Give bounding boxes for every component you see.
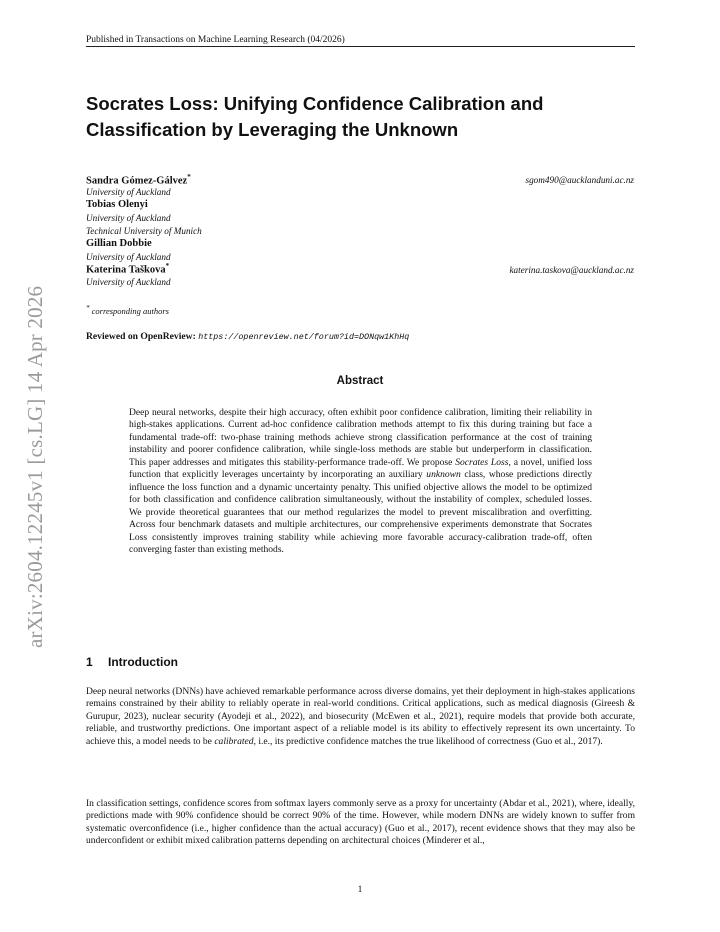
openreview-label: Reviewed on OpenReview:	[86, 331, 196, 342]
author-affiliation: University of Auckland	[86, 277, 171, 287]
body-paragraph: Deep neural networks (DNNs) have achieved remarkable performance across diverse domains, yet their deployment in high-stakes applications remains constrained by their ability to reliably operate in real-world conditions. Critical applications, such as medical diagnosis (Gireesh & Gurupur, 2023), nuclear security (Ayodeji et al., 2022), and biosecurity (McEwen et al., 2021), require models that provide both accurate, reliable, and trustworthy predictions. One important aspect of a reliable model is its ability to effectively represent its own uncertainty. To achieve this, a model needs to be calibrated, i.e., its predictive confidence matches the true likelihood of correctness (Guo et al., 2017).	[86, 686, 635, 747]
arxiv-identifier-stamp[interactable]: arXiv:2604.12245v1 [cs.LG] 14 Apr 2026	[23, 285, 47, 648]
author-email[interactable]: katerina.taskova@auckland.ac.nz	[509, 265, 634, 275]
author-name: Katerina Taškova*	[86, 262, 170, 276]
page-number: 1	[357, 885, 363, 895]
author-affiliation: University of Auckland	[86, 187, 171, 197]
emphasis: calibrated	[214, 735, 254, 747]
openreview-link[interactable]: https://openreview.net/forum?id=DONqw1KhHq	[198, 332, 410, 342]
author-email[interactable]: sgom490@aucklanduni.ac.nz	[525, 175, 634, 185]
body-paragraph: In classification settings, confidence scores from softmax layers commonly serve as a proxy for uncertainty (Abdar et al., 2021), where, ideally, predictions made with 90% confidence should be correct 90% of the time. However, while modern DNNs are widely known to suffer from systematic overconfidence (i.e., higher confidence than the actual accuracy) (Guo et al., 2017), recent evidence shows that they may also be underconfident or exhibit mixed calibration patterns depending on architectural choices (Minderer et al.,	[86, 798, 635, 847]
emphasis: unknown	[426, 469, 461, 481]
section-number: 1	[86, 655, 93, 669]
paper-title: Socrates Loss: Unifying Confidence Calibration and Classification by Leveraging the Unknown	[86, 93, 544, 140]
author-name: Gillian Dobbie	[86, 238, 152, 249]
running-header: Published in Transactions on Machine Learning Research (04/2026)	[86, 35, 345, 45]
author-affiliation: University of Auckland	[86, 252, 171, 262]
corresponding-mark: *	[187, 173, 191, 181]
footnote-mark: *	[86, 304, 90, 312]
section-title: Introduction	[108, 655, 178, 669]
corresponding-mark: *	[165, 262, 170, 270]
openreview-line	[86, 331, 409, 342]
abstract-body: Deep neural networks, despite their high accuracy, often exhibit poor confidence calibration, limiting their reliability in high-stakes applications. Current ad-hoc confidence calibration methods attempt to fix this during training but face a fundamental trade-off: two-phase training methods achieve strong classification performance at the cost of training instability and poorer confidence calibration, while single-loss methods are stable but underperform in classification. This paper addresses and mitigates this stability-performance trade-off. We propose Socrates Loss, a novel, unified loss function that explicitly leverages uncertainty by incorporating an auxiliary unknown class, whose predictions directly influence the loss function and a dynamic uncertainty penalty. This unified objective allows the model to be optimized for both classification and confidence calibration simultaneously, without the instability of complex, scheduled losses. We provide theoretical guarantees that our method regularizes the model to prevent miscalibration and overfitting. Across four benchmark datasets and multiple architectures, our comprehensive experiments demonstrate that Socrates Loss consistently improves training stability while achieving more favorable accuracy-calibration trade-off, often converging faster than existing methods.	[129, 407, 593, 555]
emphasis: Socrates Loss	[455, 456, 509, 468]
author-affiliation: Technical University of Munich	[86, 226, 202, 236]
section-heading	[86, 655, 178, 669]
header-rule	[86, 46, 635, 47]
footnote-text: corresponding authors	[89, 305, 169, 316]
author-name: Sandra Gómez-Gálvez*	[86, 173, 191, 187]
author-name: Tobias Olenyi	[86, 199, 148, 210]
corresponding-authors-note	[86, 304, 169, 316]
author-affiliation: University of Auckland	[86, 213, 171, 223]
abstract-heading: Abstract	[336, 375, 384, 387]
